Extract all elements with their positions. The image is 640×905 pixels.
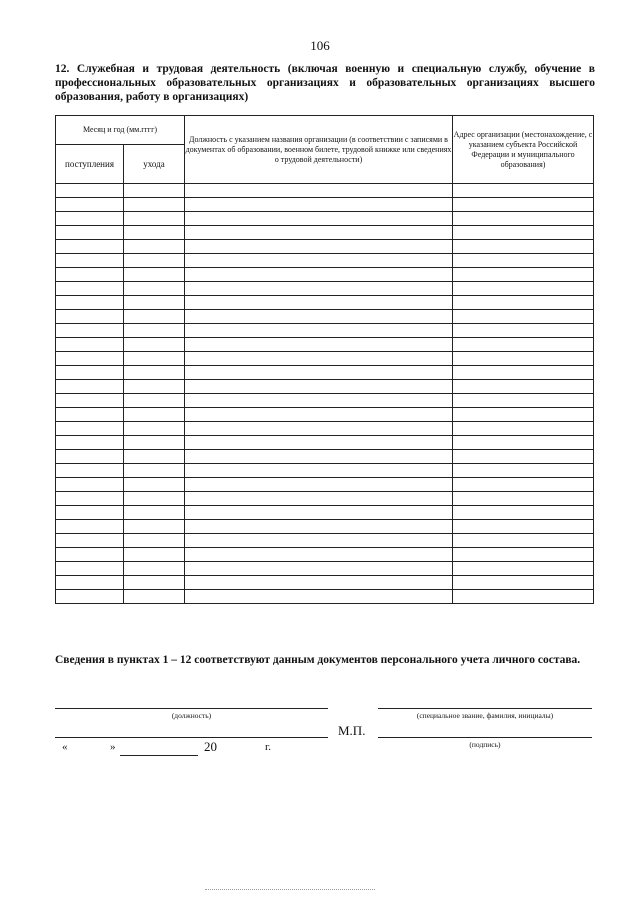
table-row bbox=[56, 366, 594, 380]
end-date-cell[interactable] bbox=[124, 450, 185, 464]
date-quote-close: » bbox=[110, 741, 116, 753]
address-cell[interactable] bbox=[453, 436, 594, 450]
statement-text: Сведения в пунктах 1 – 12 соответствуют данным документов персонального учета личного состава. bbox=[55, 654, 581, 666]
address-cell[interactable] bbox=[453, 338, 594, 352]
table-row bbox=[56, 310, 594, 324]
position-cell[interactable] bbox=[185, 520, 453, 534]
address-cell[interactable] bbox=[453, 226, 594, 240]
table-row bbox=[56, 464, 594, 478]
address-cell[interactable] bbox=[453, 520, 594, 534]
end-date-cell[interactable] bbox=[124, 394, 185, 408]
table-row bbox=[56, 268, 594, 282]
address-cell[interactable] bbox=[453, 268, 594, 282]
table-row bbox=[56, 492, 594, 506]
table-row bbox=[56, 422, 594, 436]
table-row bbox=[56, 408, 594, 422]
address-cell[interactable] bbox=[453, 562, 594, 576]
end-date-cell[interactable] bbox=[124, 240, 185, 254]
end-date-cell[interactable] bbox=[124, 408, 185, 422]
position-caption: (должность) bbox=[171, 711, 212, 720]
end-date-cell[interactable] bbox=[124, 576, 185, 590]
start-date-cell[interactable] bbox=[56, 380, 124, 394]
signature-caption: (подпись) bbox=[469, 740, 501, 749]
start-date-cell[interactable] bbox=[56, 394, 124, 408]
address-cell[interactable] bbox=[453, 576, 594, 590]
end-date-cell[interactable] bbox=[124, 184, 185, 198]
position-cell[interactable] bbox=[185, 464, 453, 478]
position-cell[interactable] bbox=[185, 562, 453, 576]
start-date-cell[interactable] bbox=[56, 254, 124, 268]
address-cell[interactable] bbox=[453, 380, 594, 394]
start-date-cell[interactable] bbox=[56, 296, 124, 310]
start-date-cell[interactable] bbox=[56, 548, 124, 562]
start-date-cell[interactable] bbox=[56, 492, 124, 506]
end-date-cell[interactable] bbox=[124, 506, 185, 520]
position-line-2[interactable] bbox=[55, 737, 328, 738]
position-cell[interactable] bbox=[185, 380, 453, 394]
start-date-cell[interactable] bbox=[56, 506, 124, 520]
start-date-cell[interactable] bbox=[56, 366, 124, 380]
end-date-cell[interactable] bbox=[124, 478, 185, 492]
table-row bbox=[56, 394, 594, 408]
date-year-prefix: 20 bbox=[204, 739, 217, 754]
address-cell[interactable] bbox=[453, 478, 594, 492]
position-cell[interactable] bbox=[185, 506, 453, 520]
table-row bbox=[56, 478, 594, 492]
position-cell[interactable] bbox=[185, 240, 453, 254]
position-cell[interactable] bbox=[185, 310, 453, 324]
address-cell[interactable] bbox=[453, 408, 594, 422]
start-date-cell[interactable] bbox=[56, 576, 124, 590]
position-cell[interactable] bbox=[185, 338, 453, 352]
end-date-cell[interactable] bbox=[124, 366, 185, 380]
end-date-cell[interactable] bbox=[124, 310, 185, 324]
table-row bbox=[56, 254, 594, 268]
rank-name-line[interactable] bbox=[378, 708, 592, 709]
section-heading: 12. Служебная и трудовая деятельность (включая военную и специальную службу, обучение в профессиональных образовательных организациях и образовательных организациях высшего образования, работу в организациях) bbox=[55, 63, 595, 103]
address-cell[interactable] bbox=[453, 590, 594, 604]
end-date-cell[interactable] bbox=[124, 296, 185, 310]
end-date-cell[interactable] bbox=[124, 562, 185, 576]
start-date-cell[interactable] bbox=[56, 198, 124, 212]
table-row bbox=[56, 324, 594, 338]
address-cell[interactable] bbox=[453, 492, 594, 506]
address-cell[interactable] bbox=[453, 534, 594, 548]
address-cell[interactable] bbox=[453, 324, 594, 338]
date-quote-open: « bbox=[62, 741, 68, 753]
table-row bbox=[56, 226, 594, 240]
position-cell[interactable] bbox=[185, 436, 453, 450]
table-row bbox=[56, 352, 594, 366]
end-date-cell[interactable] bbox=[124, 534, 185, 548]
start-date-cell[interactable] bbox=[56, 590, 124, 604]
start-date-cell[interactable] bbox=[56, 450, 124, 464]
position-cell[interactable] bbox=[185, 422, 453, 436]
table-row bbox=[56, 506, 594, 520]
month-year-header: Месяц и год (мм.гггг) bbox=[56, 116, 185, 145]
address-cell[interactable] bbox=[453, 422, 594, 436]
table-row bbox=[56, 380, 594, 394]
address-cell[interactable] bbox=[453, 394, 594, 408]
end-date-cell[interactable] bbox=[124, 226, 185, 240]
start-date-cell[interactable] bbox=[56, 310, 124, 324]
page-number: 106 bbox=[310, 38, 330, 53]
table-row bbox=[56, 450, 594, 464]
start-date-header: поступления bbox=[56, 145, 124, 184]
end-date-cell[interactable] bbox=[124, 464, 185, 478]
position-cell[interactable] bbox=[185, 450, 453, 464]
start-date-cell[interactable] bbox=[56, 352, 124, 366]
position-header: Должность с указанием названия организации (в соответствии с записями в документах об образовании, военном билете, трудовой книжке или сведениях о трудовой деятельности) bbox=[185, 116, 453, 184]
end-date-header: ухода bbox=[124, 145, 185, 184]
table-row bbox=[56, 240, 594, 254]
address-cell[interactable] bbox=[453, 310, 594, 324]
table-row bbox=[56, 590, 594, 604]
table-row bbox=[56, 282, 594, 296]
position-cell[interactable] bbox=[185, 534, 453, 548]
end-date-cell[interactable] bbox=[124, 352, 185, 366]
address-cell[interactable] bbox=[453, 282, 594, 296]
start-date-cell[interactable] bbox=[56, 408, 124, 422]
table-row bbox=[56, 184, 594, 198]
seal-label: М.П. bbox=[338, 723, 366, 738]
address-cell[interactable] bbox=[453, 450, 594, 464]
end-date-cell[interactable] bbox=[124, 212, 185, 226]
table-row bbox=[56, 212, 594, 226]
address-cell[interactable] bbox=[453, 464, 594, 478]
position-cell[interactable] bbox=[185, 478, 453, 492]
position-cell[interactable] bbox=[185, 282, 453, 296]
position-cell[interactable] bbox=[185, 268, 453, 282]
start-date-cell[interactable] bbox=[56, 240, 124, 254]
position-cell[interactable] bbox=[185, 296, 453, 310]
position-cell[interactable] bbox=[185, 184, 453, 198]
position-cell[interactable] bbox=[185, 408, 453, 422]
start-date-cell[interactable] bbox=[56, 324, 124, 338]
signature-line[interactable] bbox=[378, 737, 592, 738]
end-date-cell[interactable] bbox=[124, 520, 185, 534]
position-cell[interactable] bbox=[185, 590, 453, 604]
table-row bbox=[56, 576, 594, 590]
table-row bbox=[56, 534, 594, 548]
end-date-cell[interactable] bbox=[124, 380, 185, 394]
position-line[interactable] bbox=[55, 708, 328, 709]
table-row bbox=[56, 338, 594, 352]
address-cell[interactable] bbox=[453, 212, 594, 226]
start-date-cell[interactable] bbox=[56, 422, 124, 436]
end-date-cell[interactable] bbox=[124, 548, 185, 562]
end-date-cell[interactable] bbox=[124, 254, 185, 268]
end-date-cell[interactable] bbox=[124, 198, 185, 212]
end-date-cell[interactable] bbox=[124, 590, 185, 604]
address-header: Адрес организации (местонахождение, с указанием субъекта Российской Федерации и муниципального образования) bbox=[453, 116, 594, 184]
table-body bbox=[56, 184, 594, 604]
address-cell[interactable] bbox=[453, 254, 594, 268]
rank-name-caption: (специальное звание, фамилия, инициалы) bbox=[416, 711, 554, 720]
date-month-line[interactable] bbox=[120, 755, 198, 756]
start-date-cell[interactable] bbox=[56, 436, 124, 450]
end-date-cell[interactable] bbox=[124, 422, 185, 436]
start-date-cell[interactable] bbox=[56, 520, 124, 534]
end-date-cell[interactable] bbox=[124, 338, 185, 352]
start-date-cell[interactable] bbox=[56, 184, 124, 198]
end-date-cell[interactable] bbox=[124, 492, 185, 506]
position-cell[interactable] bbox=[185, 492, 453, 506]
address-cell[interactable] bbox=[453, 366, 594, 380]
position-cell[interactable] bbox=[185, 352, 453, 366]
employment-table bbox=[55, 115, 594, 604]
position-cell[interactable] bbox=[185, 254, 453, 268]
start-date-cell[interactable] bbox=[56, 478, 124, 492]
footer-divider bbox=[205, 889, 375, 890]
start-date-cell[interactable] bbox=[56, 268, 124, 282]
table-row bbox=[56, 520, 594, 534]
position-cell[interactable] bbox=[185, 548, 453, 562]
start-date-cell[interactable] bbox=[56, 534, 124, 548]
address-cell[interactable] bbox=[453, 548, 594, 562]
position-cell[interactable] bbox=[185, 198, 453, 212]
position-cell[interactable] bbox=[185, 366, 453, 380]
position-cell[interactable] bbox=[185, 576, 453, 590]
end-date-cell[interactable] bbox=[124, 324, 185, 338]
start-date-cell[interactable] bbox=[56, 212, 124, 226]
address-cell[interactable] bbox=[453, 240, 594, 254]
start-date-cell[interactable] bbox=[56, 338, 124, 352]
start-date-cell[interactable] bbox=[56, 226, 124, 240]
end-date-cell[interactable] bbox=[124, 268, 185, 282]
start-date-cell[interactable] bbox=[56, 464, 124, 478]
start-date-cell[interactable] bbox=[56, 562, 124, 576]
table-row bbox=[56, 562, 594, 576]
position-cell[interactable] bbox=[185, 226, 453, 240]
end-date-cell[interactable] bbox=[124, 436, 185, 450]
position-cell[interactable] bbox=[185, 394, 453, 408]
address-cell[interactable] bbox=[453, 296, 594, 310]
position-cell[interactable] bbox=[185, 324, 453, 338]
end-date-cell[interactable] bbox=[124, 282, 185, 296]
address-cell[interactable] bbox=[453, 184, 594, 198]
position-cell[interactable] bbox=[185, 212, 453, 226]
start-date-cell[interactable] bbox=[56, 282, 124, 296]
table-row bbox=[56, 198, 594, 212]
address-cell[interactable] bbox=[453, 352, 594, 366]
table-row bbox=[56, 296, 594, 310]
address-cell[interactable] bbox=[453, 506, 594, 520]
address-cell[interactable] bbox=[453, 198, 594, 212]
table-row bbox=[56, 548, 594, 562]
date-year-suffix: г. bbox=[265, 741, 272, 753]
table-row bbox=[56, 436, 594, 450]
